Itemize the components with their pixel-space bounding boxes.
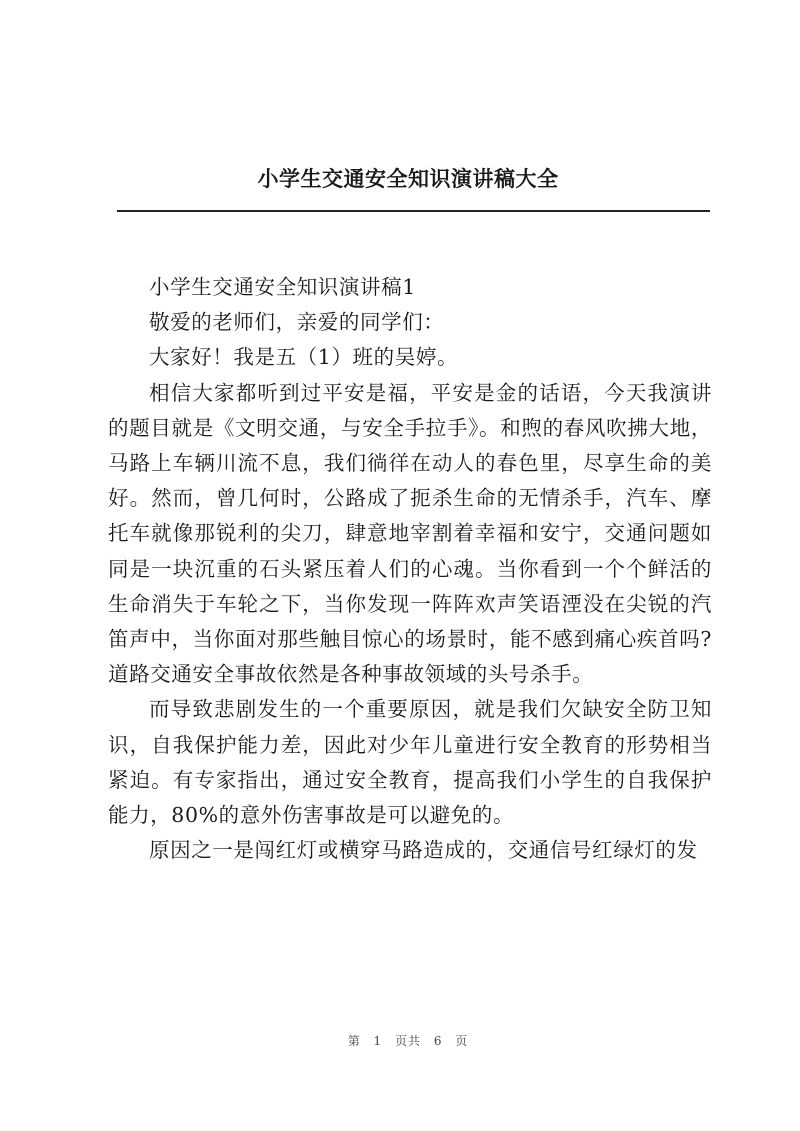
- paragraph-2: 而导致悲剧发生的一个重要原因，就是我们欠缺安全防卫知识，自我保护能力差，因此对少年儿童进行安全教育的形势相当紧迫。有专家指出，通过安全教育，提高我们小学生的自我保护能力，80%的意外伤害事故是可以避免的。: [108, 697, 712, 828]
- speech-heading: 小学生交通安全知识演讲稿1: [149, 275, 416, 299]
- paragraph-3: 原因之一是闯红灯或横穿马路造成的，交通信号红绿灯的发: [149, 838, 698, 863]
- paragraph-1: 相信大家都听到过平安是福，平安是金的话语，今天我演讲的题目就是《文明交通，与安全手拉手》。和煦的春风吹拂大地，马路上车辆川流不息，我们徜徉在动人的春色里，尽享生命的美好。然而，曾几何时，公路成了扼杀生命的无情杀手，汽车、摩托车就像那锐利的尖刀，肆意地宰割着幸福和安宁，交通问题如同是一块沉重的石头紧压着人们的心魂。当你看到一个个鲜活的生命消失于车轮之下，当你发现一阵阵欢声笑语湮没在尖锐的汽笛声中，当你面对那些触目惊心的场景时，能不感到痛心疾首吗?道路交通安全事故依然是各种事故领域的头号杀手。: [108, 380, 712, 687]
- salutation: 敬爱的老师们，亲爱的同学们：: [149, 310, 445, 335]
- page-footer: 第 1 页共 6 页: [347, 1034, 469, 1048]
- page-title: 小学生交通安全知识演讲稿大全: [257, 167, 559, 191]
- title-divider: [117, 210, 710, 212]
- greeting: 大家好！我是五（1）班的吴婷。: [149, 345, 459, 370]
- document-body: [108, 270, 712, 868]
